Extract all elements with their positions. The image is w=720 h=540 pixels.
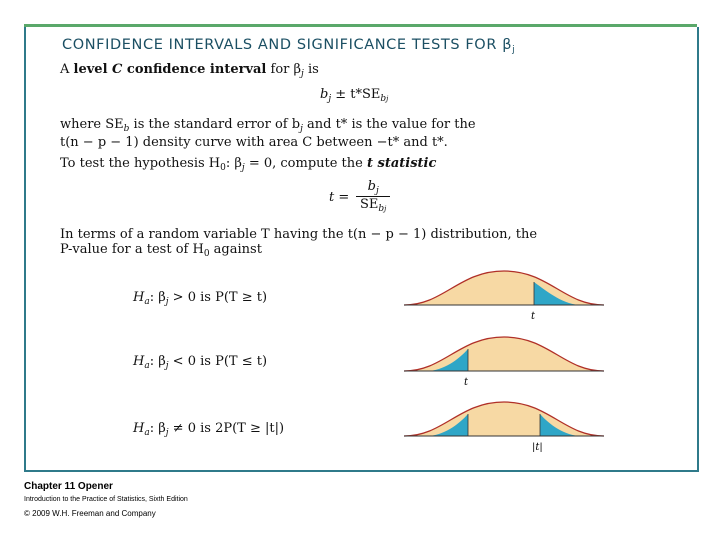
tick-label-t: t [531, 311, 536, 321]
where-line-2: t(n − p − 1) density curve with area C between −t* and t*. [60, 135, 448, 150]
tick-label-abs-t: |t| [532, 442, 543, 452]
curve-body [404, 337, 604, 371]
density-curve-two-tails [404, 400, 604, 452]
test-hypothesis-line: To test the hypothesis $H_0$: $\beta_j = 0$, compute the t statistic [60, 156, 437, 173]
ci-formula: $b_j \pm t*SE_{bj}$ [320, 87, 389, 104]
curve-body [404, 271, 604, 305]
density-curve-lower-tail [404, 335, 604, 387]
terms-line-1: In terms of a random variable T having the t(n − p − 1) distribution, the [60, 227, 538, 242]
footer-chapter: Chapter 11 Opener [24, 481, 113, 492]
hypothesis-not-equal: $H_a$: $\beta_j \ne 0$ is 2P(T ≥ |t|) [133, 421, 285, 438]
figure-title: CONFIDENCE INTERVALS AND SIGNIFICANCE TESTS FOR $\beta_j$ [62, 37, 516, 55]
t-formula-lhs: t = [329, 190, 350, 205]
ci-intro-line: A level C confidence interval for $\beta_j$ is [60, 62, 319, 79]
density-curve-upper-tail [404, 269, 604, 321]
t-formula-fraction: $b_j$ $SE_{bj}$ [356, 179, 390, 214]
tick-label-t: t [464, 377, 469, 387]
footer-copyright: © 2009 W.H. Freeman and Company [24, 509, 156, 518]
hypothesis-less: $H_a$: $\beta_j < 0$ is P(T ≤ t) [133, 354, 268, 371]
where-line-1: where $SE_b$ is the standard error of $b_j$ and t* is the value for the [60, 117, 476, 134]
textbook-figure-panel [24, 27, 699, 472]
footer-book: Introduction to the Practice of Statistics, Sixth Edition [24, 496, 188, 503]
terms-line-2: P-value for a test of $H_0$ against [60, 242, 262, 259]
curve-body [404, 402, 604, 436]
hypothesis-greater: $H_a$: $\beta_j > 0$ is P(T ≥ t) [133, 290, 268, 307]
